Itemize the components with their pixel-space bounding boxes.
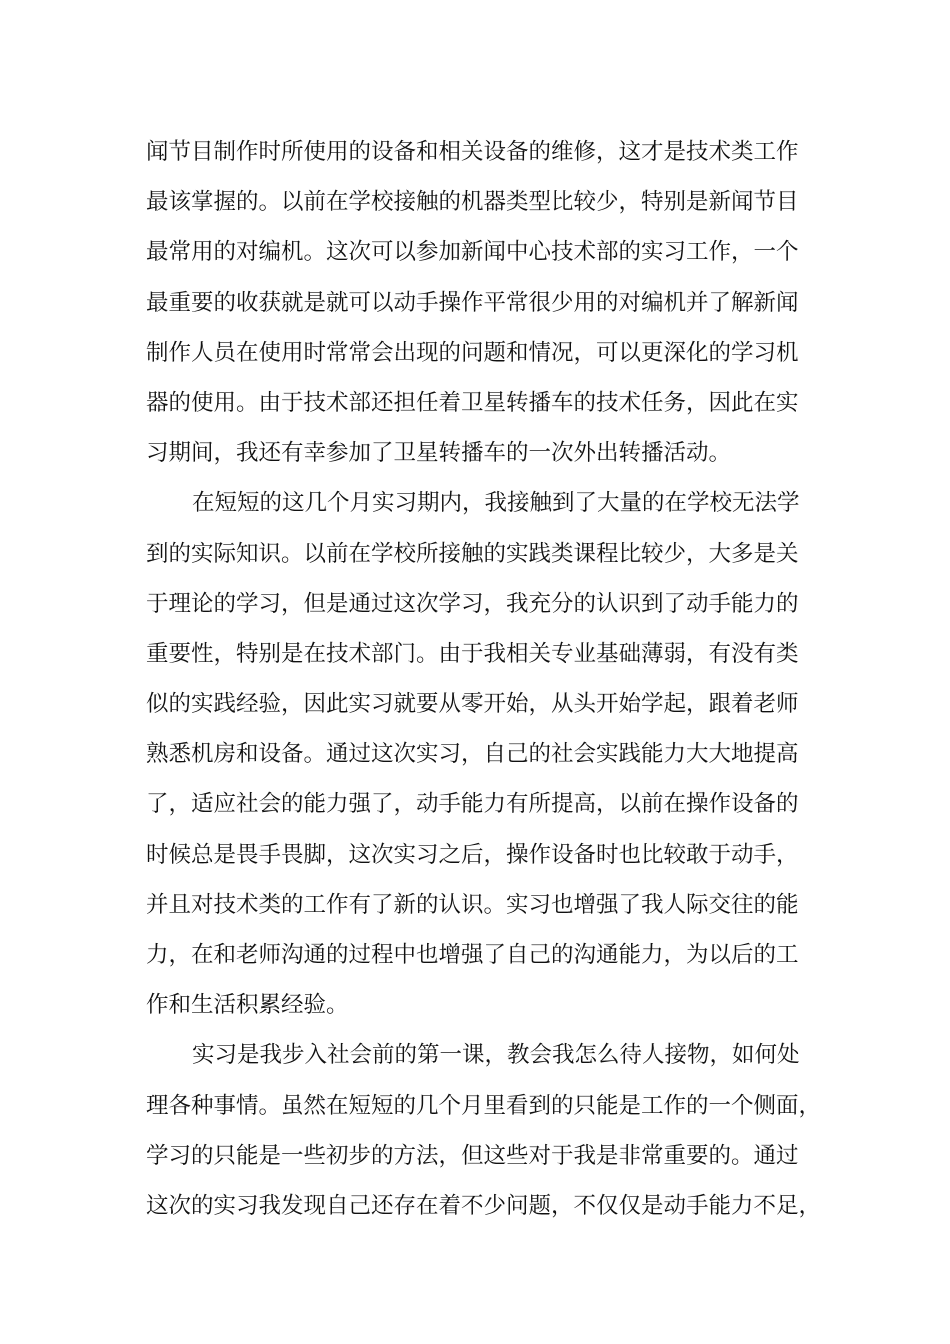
- text-line: 似的实践经验，因此实习就要从零开始，从头开始学起，跟着老师: [146, 691, 799, 718]
- text-line: 闻节目制作时所使用的设备和相关设备的维修，这才是技术类工作: [146, 139, 799, 165]
- text-line: 最该掌握的。以前在学校接触的机器类型比较少，特别是新闻节目: [146, 189, 799, 216]
- body-text: [146, 127, 826, 1231]
- text-line: 于理论的学习，但是通过这次学习，我充分的认识到了动手能力的: [146, 590, 799, 617]
- text-line: 实习是我步入社会前的第一课，教会我怎么待人接物，如何处: [192, 1042, 800, 1069]
- text-line: 到的实际知识。以前在学校所接触的实践类课程比较少，大多是关: [146, 540, 799, 567]
- text-line: 制作人员在使用时常常会出现的问题和情况，可以更深化的学习机: [146, 339, 799, 366]
- text-line: 时候总是畏手畏脚，这次实习之后，操作设备时也比较敢于动手，: [146, 841, 799, 868]
- text-line: 熟悉机房和设备。通过这次实习，自己的社会实践能力大大地提高: [146, 741, 799, 768]
- text-line: 力，在和老师沟通的过程中也增强了自己的沟通能力，为以后的工: [146, 942, 799, 968]
- text-line: 重要性，特别是在技术部门。由于我相关专业基础薄弱，有没有类: [146, 640, 799, 667]
- text-line: 了，适应社会的能力强了，动手能力有所提高，以前在操作设备的: [146, 791, 799, 818]
- text-line: 学习的只能是一些初步的方法，但这些对于我是非常重要的。通过: [146, 1142, 799, 1169]
- text-line: 最常用的对编机。这次可以参加新闻中心技术部的实习工作，一个: [146, 239, 799, 266]
- text-line: 最重要的收获就是就可以动手操作平常很少用的对编机并了解新闻: [146, 289, 799, 316]
- text-line: 在短短的这几个月实习期内，我接触到了大量的在学校无法学: [192, 490, 800, 517]
- text-line: 器的使用。由于技术部还担任着卫星转播车的技术任务，因此在实: [146, 389, 799, 416]
- text-line: 作和生活积累经验。: [146, 992, 349, 1019]
- text-line: 理各种事情。虽然在短短的几个月里看到的只能是工作的一个侧面，: [146, 1092, 822, 1119]
- text-line: 并且对技术类的工作有了新的认识。实习也增强了我人际交往的能: [146, 891, 799, 918]
- text-line: 习期间，我还有幸参加了卫星转播车的一次外出转播活动。: [146, 440, 732, 467]
- text-line: 这次的实习我发现自己还存在着不少问题，不仅仅是动手能力不足，: [146, 1192, 822, 1219]
